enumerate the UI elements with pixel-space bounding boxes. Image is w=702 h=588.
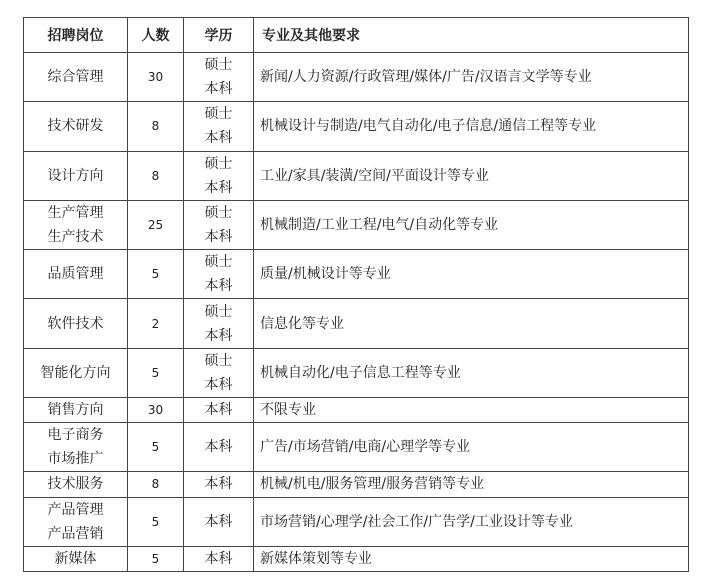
header-position: 招聘岗位 [24,18,128,53]
requirements-cell: 不限专业 [254,397,689,422]
position-line: 技术研发 [47,118,104,135]
table-row [24,397,689,422]
position-cell [24,250,128,299]
education-cell [184,423,254,472]
count-cell: 30 [128,397,184,422]
education-cell [184,151,254,200]
recruitment-table [23,17,689,572]
education-line: 本科 [204,130,233,147]
position-cell [24,200,128,249]
education-line: 本科 [204,228,233,245]
table-row [24,299,689,348]
position-cell [24,348,128,397]
position-cell [24,472,128,497]
table-row [24,151,689,200]
education-cell [184,200,254,249]
education-line: 硕士 [204,106,233,123]
table-row [24,472,689,497]
requirements-cell: 新闻/人力资源/行政管理/媒体/广告/汉语言文学等专业 [254,53,689,102]
position-cell [24,151,128,200]
count-cell: 8 [128,151,184,200]
table-row [24,348,689,397]
position-line: 电子商务 [47,427,104,444]
position-line: 生产管理 [47,204,104,221]
education-cell [184,299,254,348]
education-cell [184,250,254,299]
education-line: 本科 [204,476,233,493]
education-line: 本科 [204,402,233,419]
requirements-cell: 质量/机械设计等专业 [254,250,689,299]
count-cell: 2 [128,299,184,348]
header-count: 人数 [128,18,184,53]
table-row [24,200,689,249]
education-cell [184,497,254,546]
position-line: 产品管理 [47,501,104,518]
education-line: 本科 [204,513,233,530]
count-cell: 25 [128,200,184,249]
requirements-cell: 机械设计与制造/电气自动化/电子信息/通信工程等专业 [254,102,689,151]
table-row [24,102,689,151]
position-cell [24,53,128,102]
education-line: 硕士 [204,155,233,172]
education-cell [184,348,254,397]
table-row [24,497,689,546]
count-cell: 8 [128,472,184,497]
table-row [24,546,689,571]
position-cell [24,546,128,571]
position-line: 软件技术 [47,315,104,332]
position-line: 市场推广 [47,451,104,468]
education-line: 硕士 [204,254,233,271]
education-line: 本科 [204,278,233,295]
position-line: 新媒体 [54,550,97,567]
table-row [24,53,689,102]
position-line: 设计方向 [47,167,104,184]
education-cell [184,397,254,422]
table-row [24,250,689,299]
count-cell: 5 [128,348,184,397]
education-cell [184,102,254,151]
header-education: 学历 [184,18,254,53]
count-cell: 30 [128,53,184,102]
position-line: 品质管理 [47,266,104,283]
count-cell: 5 [128,423,184,472]
education-cell [184,472,254,497]
position-cell [24,423,128,472]
education-line: 本科 [204,550,233,567]
education-line: 本科 [204,439,233,456]
position-line: 生产技术 [47,228,104,245]
position-line: 销售方向 [47,402,104,419]
table-header-row [24,18,689,53]
header-requirements: 专业及其他要求 [254,18,689,53]
position-line: 综合管理 [47,69,104,86]
education-line: 本科 [204,179,233,196]
education-cell [184,546,254,571]
requirements-cell: 市场营销/心理学/社会工作/广告学/工业设计等专业 [254,497,689,546]
education-line: 本科 [204,376,233,393]
education-line: 硕士 [204,303,233,320]
education-line: 本科 [204,81,233,98]
position-cell [24,397,128,422]
education-line: 硕士 [204,204,233,221]
requirements-cell: 广告/市场营销/电商/心理学等专业 [254,423,689,472]
position-line: 智能化方向 [40,364,111,381]
requirements-cell: 机械/机电/服务管理/服务营销等专业 [254,472,689,497]
requirements-cell: 新媒体策划等专业 [254,546,689,571]
table-row [24,423,689,472]
position-line: 产品营销 [47,525,104,542]
count-cell: 5 [128,497,184,546]
position-line: 技术服务 [47,476,104,493]
count-cell: 5 [128,250,184,299]
position-cell [24,299,128,348]
education-line: 硕士 [204,57,233,74]
requirements-cell: 信息化等专业 [254,299,689,348]
education-line: 本科 [204,327,233,344]
position-cell [24,497,128,546]
count-cell: 8 [128,102,184,151]
education-cell [184,53,254,102]
requirements-cell: 机械制造/工业工程/电气/自动化等专业 [254,200,689,249]
count-cell: 5 [128,546,184,571]
requirements-cell: 工业/家具/装潢/空间/平面设计等专业 [254,151,689,200]
position-cell [24,102,128,151]
requirements-cell: 机械自动化/电子信息工程等专业 [254,348,689,397]
education-line: 硕士 [204,352,233,369]
